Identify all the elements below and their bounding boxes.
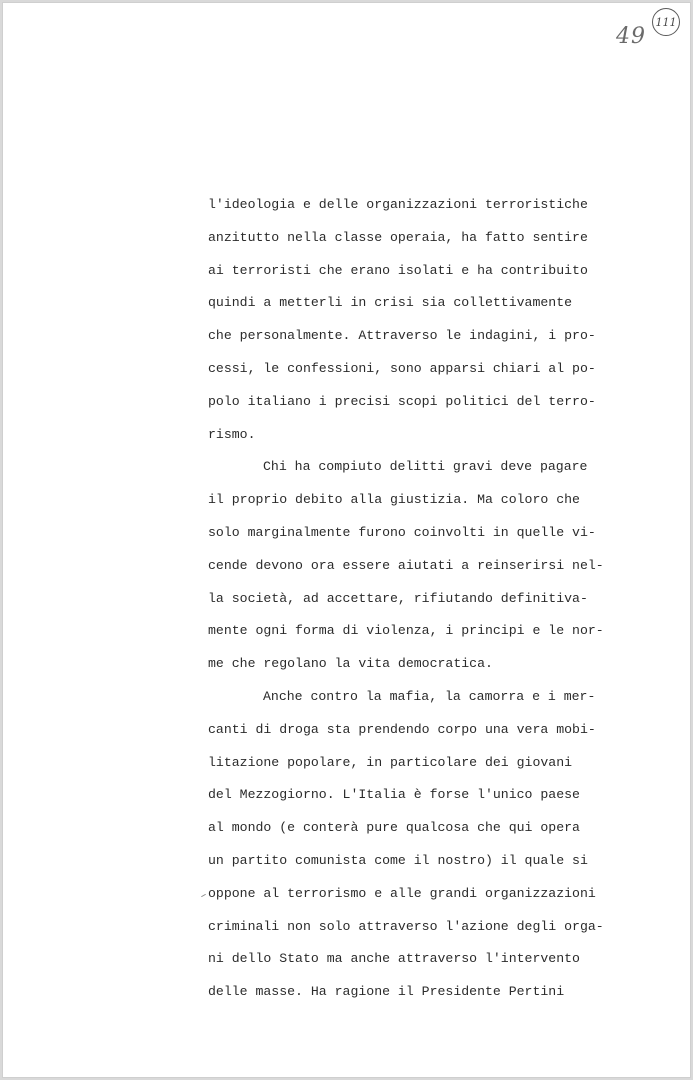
text-line: un partito comunista come il nostro) il quale si [208,852,588,868]
text-line: Chi ha compiuto delitti gravi deve pagare [263,459,588,475]
text-line: solo marginalmente furono coinvolti in quelle vi- [208,524,596,540]
text-line: ni dello Stato ma anche attraverso l'intervento [208,951,580,967]
text-line: del Mezzogiorno. L'Italia è forse l'unico paese [208,787,580,803]
text-line: anzitutto nella classe operaia, ha fatto sentire [208,229,588,245]
text-line: quindi a metterli in crisi sia collettivamente [208,295,573,311]
text-line: al mondo (e conterà pure qualcosa che qui opera [208,820,580,836]
text-line: oppone al terrorismo e alle grandi organizzazioni [208,885,596,901]
body-text [208,189,604,1009]
archive-stamp [652,8,680,36]
text-line: mente ogni forma di violenza, i principi e le nor- [208,623,604,639]
text-line: ai terroristi che erano isolati e ha contribuito [208,262,588,278]
text-line: polo italiano i precisi scopi politici del terro- [208,393,596,409]
document-page [2,2,691,1078]
text-line: cende devono ora essere aiutati a reinserirsi nel- [208,557,604,573]
text-line: la società, ad accettare, rifiutando definitiva- [208,590,588,606]
text-line: delle masse. Ha ragione il Presidente Pertini [208,984,565,1000]
text-line: canti di droga sta prendendo corpo una vera mobi- [208,721,596,737]
margin-mark [201,894,206,897]
text-line: l'ideologia e delle organizzazioni terroristiche [208,197,588,212]
text-line: il proprio debito alla giustizia. Ma coloro che [208,492,580,508]
text-line: me che regolano la vita democratica. [208,656,493,672]
text-line: che personalmente. Attraverso le indagini, i pro- [208,328,596,344]
text-line: criminali non solo attraverso l'azione degli orga- [208,918,604,934]
text-line: rismo. [208,426,256,442]
text-line: Anche contro la mafia, la camorra e i mer- [263,688,596,704]
stamp-number: 111 [655,15,677,29]
page-number: 49 [616,24,646,49]
text-line: cessi, le confessioni, sono apparsi chiari al po- [208,360,596,376]
text-line: litazione popolare, in particolare dei giovani [208,754,573,770]
